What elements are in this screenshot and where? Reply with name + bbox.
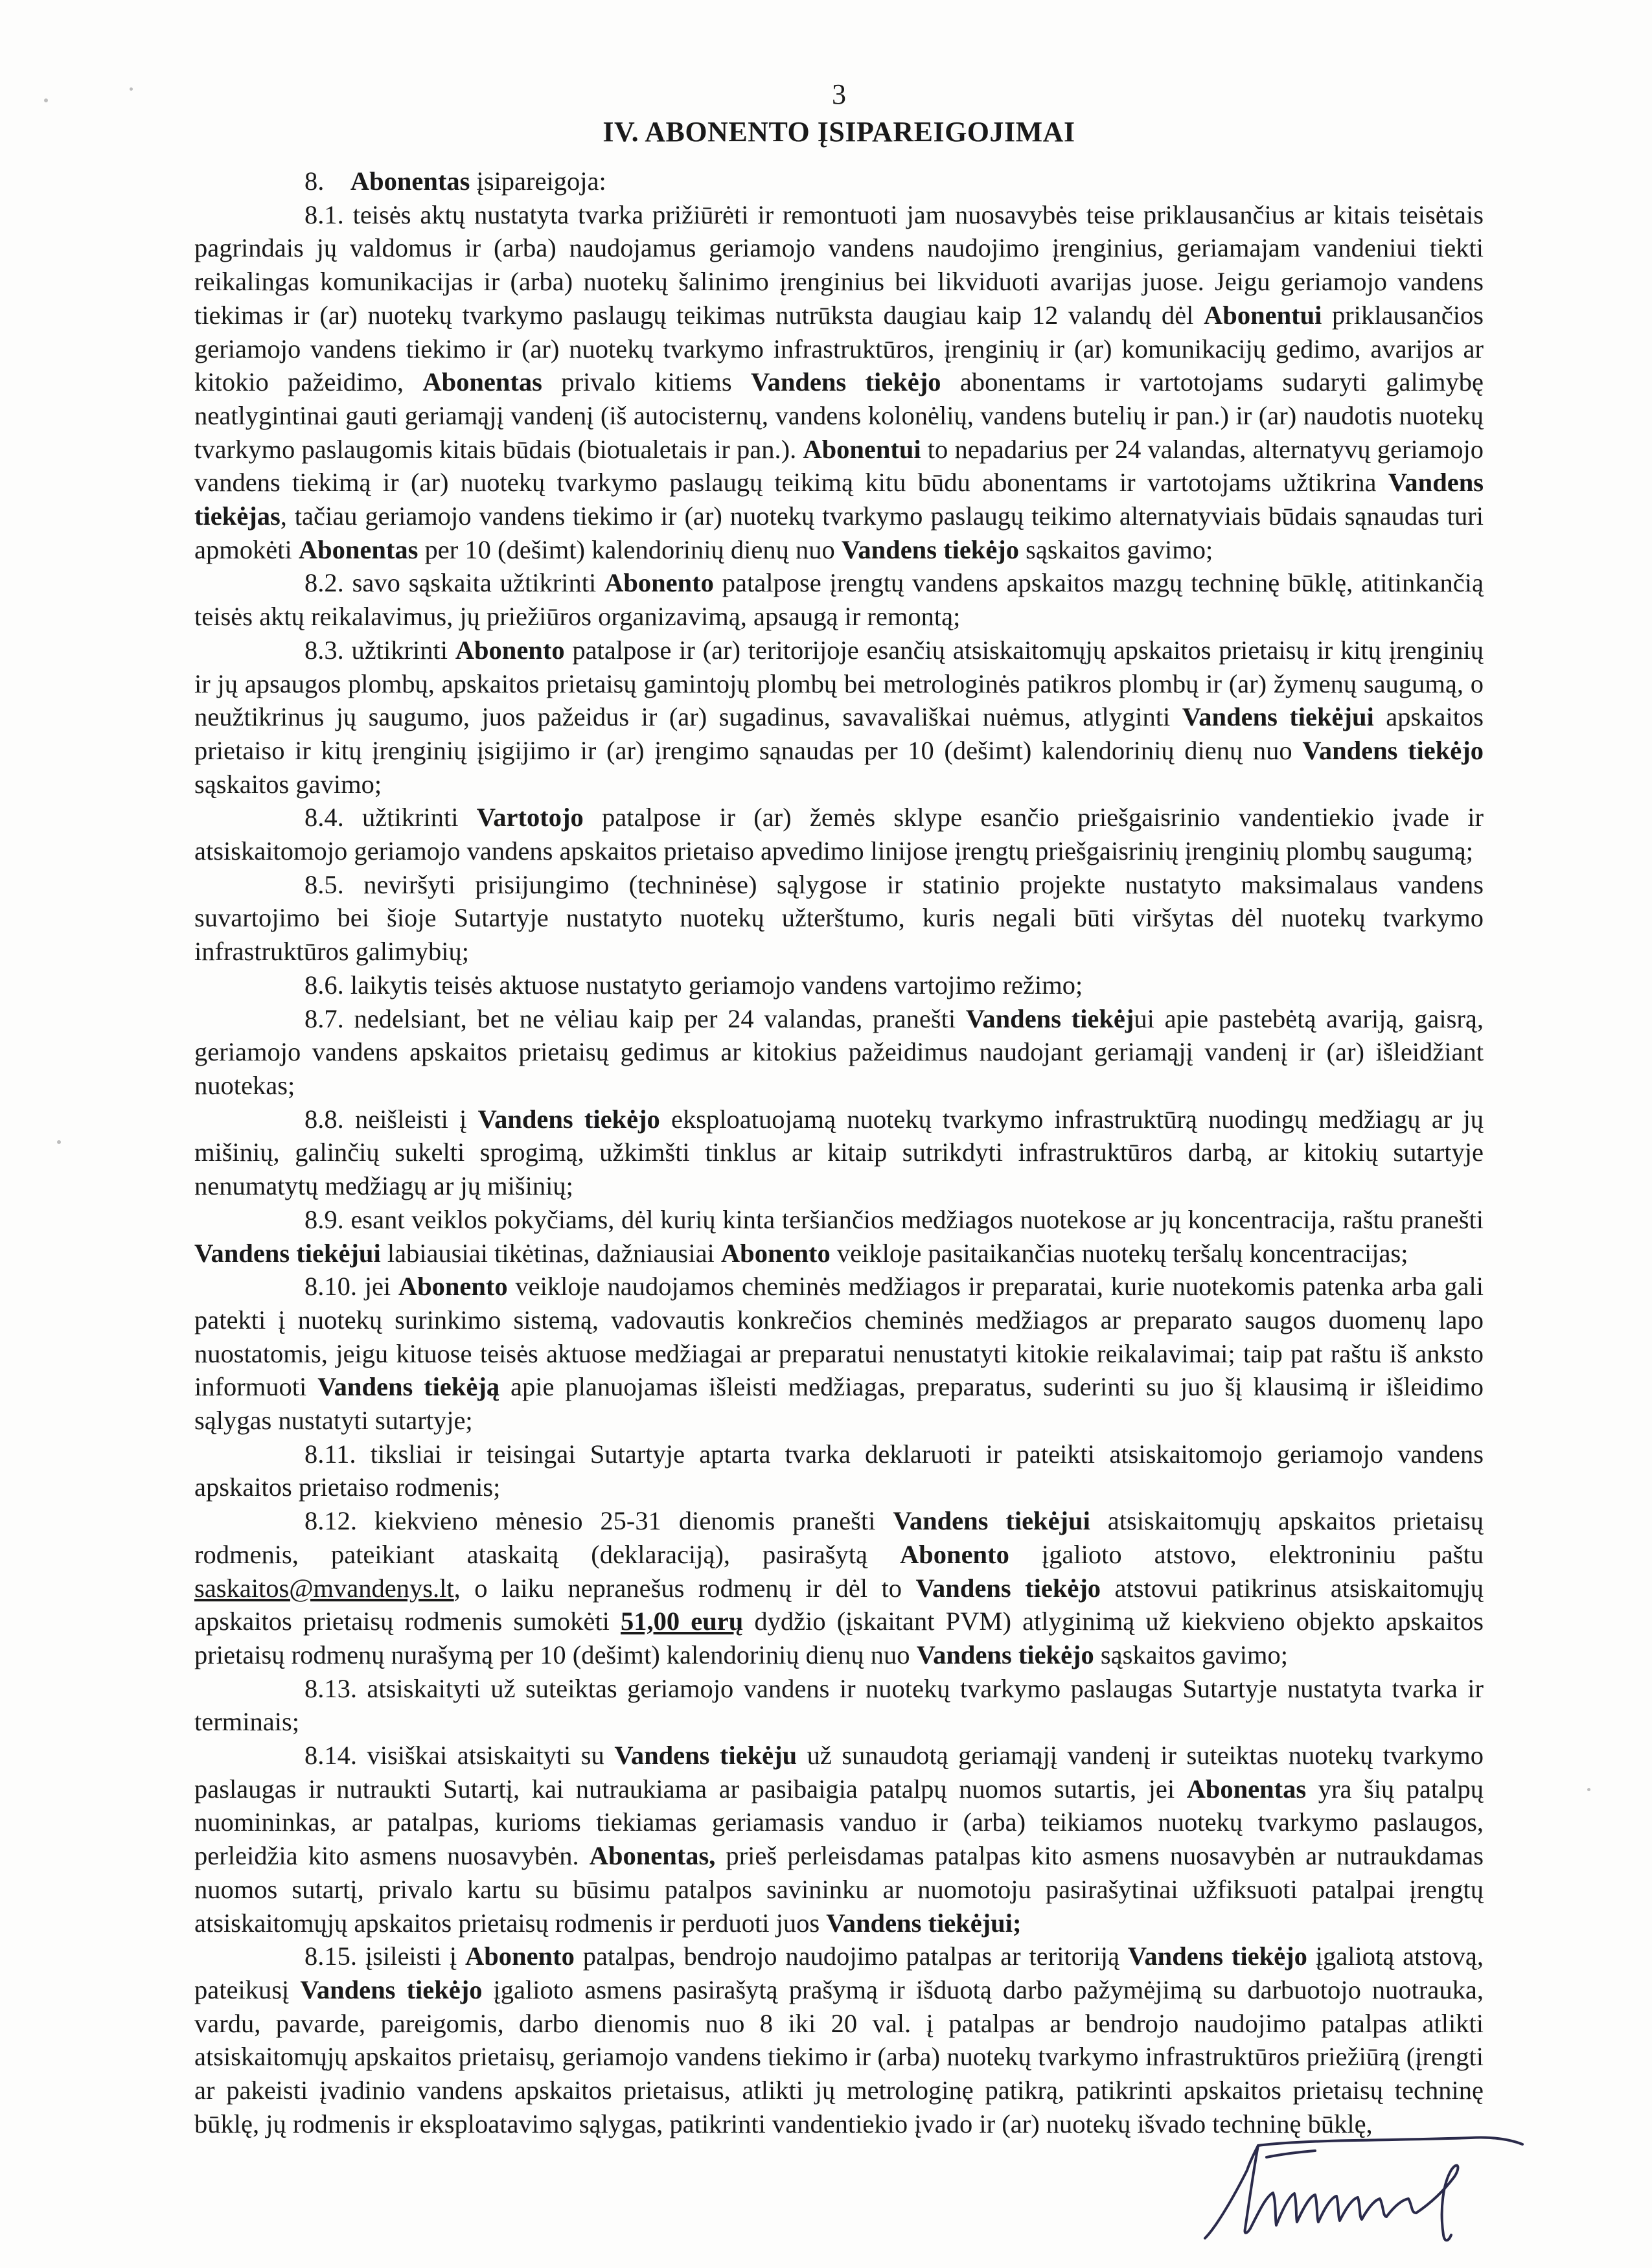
bold-term: Vandens tiekėjo — [300, 1975, 483, 2004]
obligation-item — [194, 198, 1484, 567]
handwritten-signature — [1186, 2131, 1555, 2248]
text-segment: to nepadarius per 24 valandas, alternatyvų geriamojo vandens tiekimą ir (ar) nuotekų tvarkymo paslaugų teikimą kitu būdu abonentams ir vartotojams užtikrina — [194, 434, 1484, 498]
obligation-item — [194, 1103, 1484, 1203]
text-segment: įsipareigoja: — [470, 166, 606, 196]
bold-term: Abonentas — [422, 367, 542, 397]
obligations-list — [194, 165, 1484, 2140]
text-segment: 8.12. kiekvieno mėnesio 25-31 dienomis pranešti — [304, 1506, 893, 1536]
text-segment: 8.6. laikytis teisės aktuose nustatyto geriamojo vandens vartojimo režimo; — [304, 970, 1083, 1000]
text-segment: veikloje naudojamos cheminės medžiagos ir preparatai, kurie nuotekomis patenka arba gali patekti į nuotekų surinkimo sistemą, vadovautis konkrečios cheminės medžiagos ar preparato saugos duomenų lapo nuostatomis, jeigu kituose teisės aktuose medžiagai ar preparatui nenustatyti kitokie reikalavimai; taip pat raštu iš anksto informuoti — [194, 1272, 1484, 1402]
obligation-item — [194, 1504, 1484, 1672]
bold-term: Vandens tiekėju — [614, 1741, 797, 1770]
text-segment: veikloje pasitaikančias nuotekų teršalų koncentracijas; — [830, 1238, 1408, 1268]
bold-term: Vandens tiekėjo — [916, 1640, 1094, 1669]
obligation-item — [194, 968, 1484, 1002]
scan-speck — [130, 87, 133, 91]
scan-speck — [1587, 1788, 1590, 1791]
bold-term: Abonentas — [1186, 1774, 1307, 1804]
obligation-item — [194, 1739, 1484, 1940]
text-segment: apskaitos prietaiso ir kitų įrenginių įsigijimo ir (ar) įrengimo sąnaudas per 10 (dešimt) kalendorinių dienų nuo — [194, 702, 1484, 765]
text-segment: atstovui patikrinus atsiskaitomųjų apskaitos prietaisų rodmenis sumokėti — [194, 1573, 1484, 1636]
bold-term — [621, 1607, 743, 1636]
obligation-item — [194, 1672, 1484, 1739]
text-segment: patalpas, bendrojo naudojimo patalpas ar teritoriją — [574, 1942, 1128, 1971]
text-segment: sąskaitos gavimo; — [1019, 534, 1213, 564]
text-segment: 8.13. atsiskaityti už suteiktas geriamojo vandens ir nuotekų tvarkymo paslaugas Sutartyje nustatyta tvarka ir terminais; — [194, 1673, 1484, 1737]
bold-term: Vandens tiekėjo — [1302, 735, 1484, 765]
page-number: 3 — [832, 78, 846, 110]
text-segment: per 10 (dešimt) kalendorinių dienų nuo — [418, 534, 842, 564]
bold-term: Abonentas — [298, 534, 419, 564]
bold-term: Vandens tiekėjo — [751, 367, 941, 397]
obligation-item — [194, 634, 1484, 801]
text-segment: patalpose ir (ar) teritorijoje esančių atsiskaitomųjų apskaitos prietaisų ir kitų įrenginių ir jų apsaugos plombų, apskaitos prietaisų gamintojų plombų bei metrologinės patikros plombų ir (ar) žymenų saugumą, o neužtikrinus jų saugumo, juos pažeidus ir (ar) sugadinus, savavališkai nuėmus, atlyginti — [194, 635, 1484, 732]
text-segment: apie planuojamas išleisti medžiagas, preparatus, suderinti su juo šį klausimą ir išleidimo sąlygas nustatyti sutartyje; — [194, 1372, 1484, 1436]
text-segment: 8.5. neviršyti prisijungimo (techninėse) sąlygose ir statinio projekte nustatyto maksimalaus vandens suvartojimo bei šioje Sutartyje nustatyto nuotekų užterštumo, kuris negali būti viršytas dėl nuotekų tvarkymo infrastruktūros galimybių; — [194, 869, 1484, 967]
text-segment: 8.1. teisės aktų nustatyta tvarka prižiūrėti ir remontuoti jam nuosavybės teise priklausančius ar kitais teisėtais pagrindais jų valdomus ir (arba) naudojamus geriamojo vandens naudojimo įrenginius, geriamajam vandeniui tiekti reikalingas komunikacijas ir (arba) nuotekų šalinimo įrenginius bei likviduoti avarijas juose. Jeigu geriamojo vandens tiekimas ir (ar) nuotekų tvarkymo paslaugų teikimas nutrūksta daugiau kaip 12 valandų dėl — [194, 200, 1484, 330]
text-segment: labiausiai tikėtinas, dažniausiai — [380, 1238, 721, 1268]
bold-term: Abonento — [900, 1539, 1009, 1569]
bold-term: Abonentas, — [589, 1841, 716, 1871]
bold-term: Abonento — [465, 1942, 575, 1971]
text-segment: įgalioto asmens pasirašytą prašymą ir išduotą darbo pažymėjimą su darbuotojo nuotrauka, vardu, pavarde, pareigomis, darbo dienomis nuo 8 iki 20 val. į patalpas ar bendrojo naudojimo patalpas atlikti atsiskaitomųjų apskaitos prietaisų, geriamojo vandens tiekimo ir (arba) nuotekų tvarkymo infrastruktūros priežiūrą (įrengti ar pakeisti įvadinio vandens apskaitos prietaisus, atlikti jų metrologinę patikrą, patikrinti apskaitos prietaisų techninę būklę, jų rodmenis ir eksploatavimo sąlygas, patikrinti vandentiekio įvado ir (ar) nuotekų išvado techninę būklę, — [194, 1975, 1484, 2138]
obligation-item — [194, 1940, 1484, 2140]
text-segment: , tačiau geriamojo vandens tiekimo ir (ar) nuotekų tvarkymo paslaugų teikimo alternatyviais būdais sąnaudas turi apmokėti — [194, 501, 1484, 564]
underlined-amount: 51,00 eurų — [621, 1607, 744, 1636]
bold-term: Abonento — [455, 635, 565, 665]
obligation-item — [194, 1270, 1484, 1438]
text-segment: sąskaitos gavimo; — [1094, 1640, 1289, 1669]
text-segment: abonentams ir vartotojams sudaryti galimybę neatlygintinai gauti geriamąjį vandenį (iš autocisternų, vandens kolonėlių, vandens butelių ir pan.) ir (ar) naudotis nuotekų tvarkymo paslaugomis kitais būdais (biotualetais ir pan.). — [194, 367, 1484, 464]
obligation-item — [194, 1438, 1484, 1504]
text-segment: 8.3. užtikrinti — [304, 635, 455, 665]
bold-term: Abonento — [720, 1238, 831, 1268]
text-segment: priklausančios geriamojo vandens tiekimo ir (ar) nuotekų tvarkymo infrastruktūros, įrenginių ir (ar) komunikacijų gedimo, avarijos ar kitokio pažeidimo, — [194, 300, 1484, 397]
obligation-item — [194, 165, 1484, 198]
text-segment: atsiskaitomųjų apskaitos prietaisų rodmenis, pateikiant ataskaitą (deklaraciją), pasirašytą — [194, 1506, 1484, 1569]
bold-term: Vandens tiekėjo — [477, 1104, 660, 1134]
text-segment: įgalioto atstovo, elektroniniu paštu — [1009, 1539, 1484, 1569]
text-segment: prieš perleisdamas patalpas kito asmens nuosavybėn ar nutraukdamas nuomos sutartį, privalo kartu su būsimu patalpos savininku ar nuomotoju pasirašytinai užfiksuoti patalpai įrengtų atsiskaitomųjų apskaitos prietaisų rodmenis ir perduoti juos — [194, 1841, 1484, 1938]
text-segment: už sunaudotą geriamąjį vandenį ir suteiktas nuotekų tvarkymo paslaugas ir nutraukti Sutartį, kai nutraukiama ar pasibaigia patalpų nuomos sutartis, jei — [194, 1741, 1484, 1804]
bold-term: Abonentui — [1204, 300, 1322, 330]
text-segment: 8.9. esant veiklos pokyčiams, dėl kurių kinta teršiančios medžiagos nuotekose ar jų koncentracija, raštu pranešti — [304, 1204, 1484, 1234]
text-segment: sąskaitos gavimo; — [194, 769, 382, 799]
bold-term: Vandens tiekėjo — [1127, 1942, 1307, 1971]
obligation-item — [194, 1203, 1484, 1270]
text-segment: dydžio (įskaitant PVM) atlyginimą už kiekvieno objekto apskaitos prietaisų rodmenų nurašymą per 10 (dešimt) kalendorinių dienų nuo — [194, 1607, 1484, 1669]
bold-term: Vandens tiekėjui — [194, 1238, 381, 1268]
page-content — [194, 78, 1484, 2140]
text-segment: privalo kitiems — [542, 367, 751, 397]
bold-term: Abonentas — [350, 166, 470, 196]
section-title: IV. ABONENTO ĮSIPAREIGOJIMAI — [602, 116, 1075, 148]
bold-term: Abonentui — [803, 434, 921, 464]
text-segment: 8.4. užtikrinti — [304, 803, 477, 832]
text-segment: , o laiku nepranešus rodmenų ir dėl to — [453, 1573, 916, 1603]
text-segment: patalpose ir (ar) žemės sklype esančio priešgaisrinio vandentiekio įvade ir atsiskaitomojo geriamojo vandens apskaitos prietaiso apvedimo linijose įrengtų priešgaisrinių įrenginių plombų saugumą; — [194, 803, 1484, 866]
scan-speck — [57, 1140, 61, 1144]
email-link: saskaitos@mvandenys.lt — [194, 1573, 454, 1603]
text-segment: ui apie pastebėtą avariją, gaisrą, geriamojo vandens apskaitos prietaisų gedimus ar kitokius pažeidimus naudojant geriamąjį vandenį ir (ar) išleidžiant nuotekas; — [194, 1003, 1484, 1100]
text-segment: yra šių patalpų nuomininkas, ar patalpas, kurioms tiekiamas geriamasis vanduo ir (arba) teikiamos nuotekų tvarkymo paslaugos, perleidžia kito asmens nuosavybėn. — [194, 1774, 1484, 1871]
bold-term: Abonento — [398, 1272, 508, 1301]
bold-term: Vandens tiekėjas — [194, 468, 1484, 531]
bold-term: Vandens tiekėjo — [841, 534, 1020, 564]
text-segment: 8.14. visiškai atsiskaityti su — [304, 1741, 615, 1770]
bold-term: Vandens tiekėjui; — [826, 1908, 1022, 1938]
text-segment: 8.10. jei — [304, 1272, 398, 1301]
obligation-item — [194, 1002, 1484, 1103]
scan-speck — [44, 98, 48, 102]
bold-term: Vandens tiekėją — [317, 1372, 500, 1402]
obligation-item — [194, 868, 1484, 968]
text-segment: 8.7. nedelsiant, bet ne vėliau kaip per 24 valandas, pranešti — [304, 1003, 966, 1033]
bold-term: Vandens tiekėjui — [893, 1506, 1090, 1536]
text-segment: 8.15. įsileisti į — [304, 1942, 466, 1971]
text-segment: 8.8. neišleisti į — [304, 1104, 478, 1134]
text-segment: 8.2. savo sąskaita užtikrinti — [304, 568, 605, 598]
bold-term: Vandens tiekėjo — [915, 1573, 1101, 1603]
bold-term: Abonento — [604, 568, 714, 598]
obligation-item — [194, 801, 1484, 867]
text-segment: 8. — [304, 166, 350, 196]
obligation-item — [194, 566, 1484, 633]
bold-term: Vartotojo — [476, 803, 584, 832]
text-segment: 8.11. tiksliai ir teisingai Sutartyje aptarta tvarka deklaruoti ir pateikti atsiskaitomojo geriamojo vandens apskaitos prietaiso rodmenis; — [194, 1439, 1484, 1502]
text-segment: įgaliotą atstovą, pateikusį — [194, 1942, 1484, 2004]
bold-term: Vandens tiekėjui — [1182, 702, 1374, 732]
text-segment: patalpose įrengtų vandens apskaitos mazgų techninę būklę, atitinkančią teisės aktų reikalavimus, jų priežiūros organizavimą, apsaugą ir remontą; — [194, 568, 1484, 632]
bold-term: Vandens tiekėj — [965, 1003, 1134, 1033]
text-segment: eksploatuojamą nuotekų tvarkymo infrastruktūrą nuodingų medžiagų ar jų mišinių, galinčių sukelti sprogimą, užkimšti tinklus ar kitaip sutrikdyti infrastruktūros darbą, ar kitokių sutartyje nenumatytų medžiagų ar jų mišinių; — [194, 1104, 1484, 1201]
